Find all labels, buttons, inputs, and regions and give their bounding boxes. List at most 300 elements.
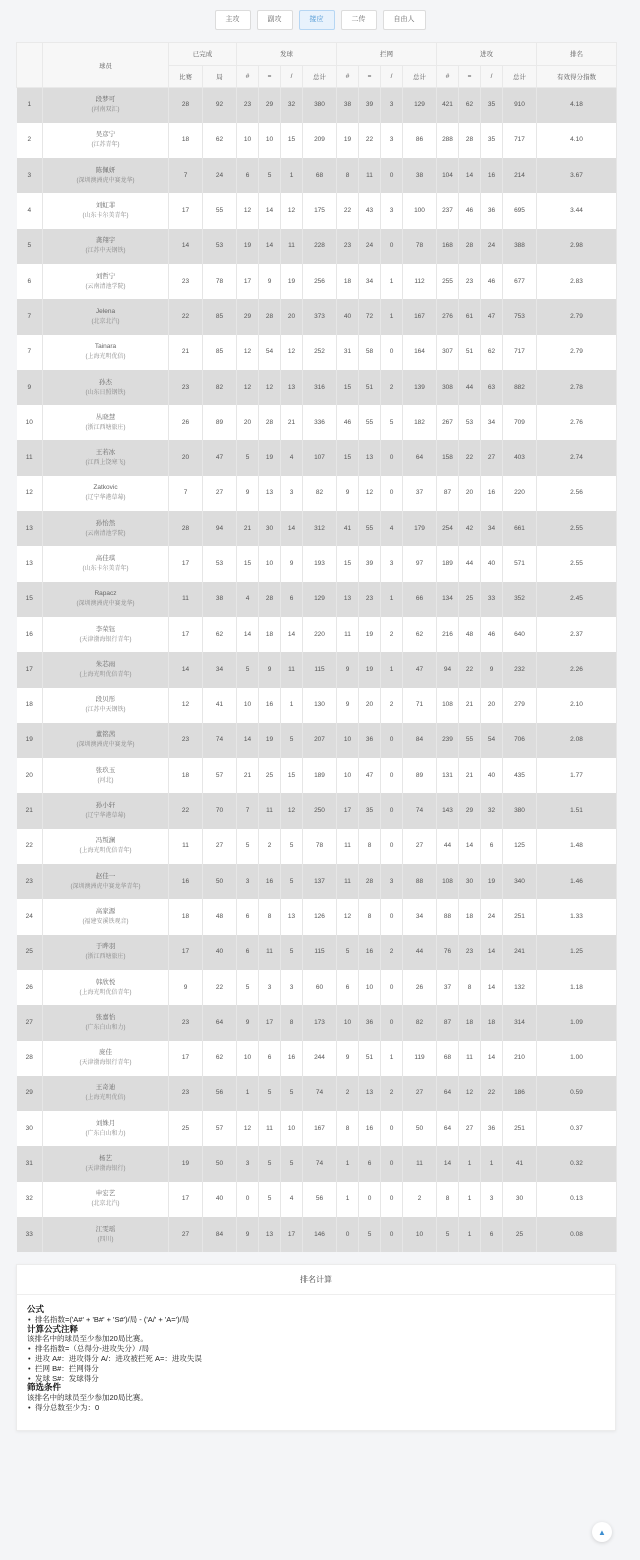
serve-error-cell: 12 [259, 370, 281, 405]
sets-cell: 34 [203, 652, 237, 687]
player-name: 朱芯雨 [95, 660, 116, 668]
serve-point-cell: 19 [237, 229, 259, 264]
block-total-cell: 100 [403, 193, 437, 228]
filter-list [27, 1403, 605, 1413]
serve-slash-cell: 32 [281, 88, 303, 123]
index-cell: 2.98 [537, 229, 617, 264]
player-team: (江苏中天钢铁) [85, 707, 126, 714]
serve-error-cell: 19 [259, 723, 281, 758]
header-player: 球员 [43, 43, 169, 88]
tab-setter[interactable]: 二传 [341, 10, 377, 30]
block-error-cell: 55 [359, 511, 381, 546]
matches-cell: 19 [169, 1146, 203, 1181]
table-row [17, 793, 617, 828]
player-name: 韩欣悦 [95, 978, 116, 986]
sets-cell: 40 [203, 935, 237, 970]
attack-blocked-cell: 34 [481, 511, 503, 546]
attack-total-cell: 25 [503, 1217, 537, 1252]
attack-blocked-cell: 16 [481, 476, 503, 511]
serve-error-cell: 10 [259, 123, 281, 158]
player-cell [43, 582, 169, 617]
serve-total-cell: 312 [303, 511, 337, 546]
block-slash-cell: 1 [381, 652, 403, 687]
attack-point-cell: 168 [437, 229, 459, 264]
player-team: (上海光明优倍青年) [79, 989, 132, 996]
player-name: 杨艺 [99, 1155, 112, 1163]
block-total-cell: 97 [403, 546, 437, 581]
block-slash-cell: 0 [381, 970, 403, 1005]
sets-cell: 27 [203, 476, 237, 511]
block-error-cell: 12 [359, 476, 381, 511]
rank-cell: 7 [17, 299, 43, 334]
matches-cell: 28 [169, 88, 203, 123]
attack-total-cell: 210 [503, 1041, 537, 1076]
player-team: (深圳澳洲虎中赛龙华) [76, 601, 135, 608]
table-row [17, 123, 617, 158]
matches-cell: 17 [169, 193, 203, 228]
serve-slash-cell: 1 [281, 158, 303, 193]
attack-error-cell: 1 [459, 1217, 481, 1252]
block-error-cell: 58 [359, 335, 381, 370]
block-point-cell: 46 [337, 405, 359, 440]
index-cell: 0.59 [537, 1076, 617, 1111]
attack-point-cell: 104 [437, 158, 459, 193]
serve-error-cell: 5 [259, 158, 281, 193]
block-total-cell: 89 [403, 758, 437, 793]
attack-total-cell: 640 [503, 617, 537, 652]
notes-item: • 排名指数=（总得分-进攻失分）/局 [27, 1344, 605, 1354]
sets-cell: 41 [203, 688, 237, 723]
header-rank-blank [17, 43, 43, 88]
block-total-cell: 74 [403, 793, 437, 828]
serve-error-cell: 11 [259, 1111, 281, 1146]
player-name: 江雯瑶 [95, 1225, 116, 1233]
subheader-attack-error: = [459, 65, 481, 88]
block-point-cell: 15 [337, 370, 359, 405]
serve-point-cell: 6 [237, 158, 259, 193]
block-error-cell: 13 [359, 440, 381, 475]
block-point-cell: 2 [337, 1076, 359, 1111]
notes-list [27, 1344, 605, 1383]
serve-error-cell: 29 [259, 88, 281, 123]
attack-total-cell: 910 [503, 88, 537, 123]
index-cell: 2.08 [537, 723, 617, 758]
attack-total-cell: 882 [503, 370, 537, 405]
player-team: (北京北汽) [91, 318, 120, 325]
player-cell [43, 370, 169, 405]
serve-total-cell: 146 [303, 1217, 337, 1252]
player-team: (山东卡尔美青年) [82, 213, 129, 220]
serve-total-cell: 336 [303, 405, 337, 440]
serve-point-cell: 14 [237, 723, 259, 758]
serve-total-cell: 250 [303, 793, 337, 828]
serve-total-cell: 167 [303, 1111, 337, 1146]
block-error-cell: 55 [359, 405, 381, 440]
block-point-cell: 6 [337, 970, 359, 1005]
block-error-cell: 47 [359, 758, 381, 793]
player-cell [43, 1217, 169, 1252]
attack-error-cell: 14 [459, 829, 481, 864]
attack-point-cell: 87 [437, 1005, 459, 1040]
sets-cell: 22 [203, 970, 237, 1005]
player-cell [43, 829, 169, 864]
block-slash-cell: 0 [381, 723, 403, 758]
block-error-cell: 16 [359, 1111, 381, 1146]
matches-cell: 17 [169, 1041, 203, 1076]
serve-point-cell: 9 [237, 1005, 259, 1040]
attack-error-cell: 62 [459, 88, 481, 123]
attack-blocked-cell: 47 [481, 299, 503, 334]
notes-intro: 该排名中的球员至少参加20局比赛。 [27, 1334, 148, 1344]
sets-cell: 62 [203, 1041, 237, 1076]
player-team: (深圳澳洲虎中赛龙华) [76, 177, 135, 184]
serve-point-cell: 7 [237, 793, 259, 828]
attack-total-cell: 279 [503, 688, 537, 723]
player-name: 于晔羽 [95, 943, 116, 951]
serve-point-cell: 3 [237, 1146, 259, 1181]
notes-item: • 发球 S#：发球得分 [27, 1374, 605, 1384]
player-cell [43, 1005, 169, 1040]
block-total-cell: 119 [403, 1041, 437, 1076]
rank-cell: 23 [17, 864, 43, 899]
subheader-serve-slash: / [281, 65, 303, 88]
attack-blocked-cell: 35 [481, 88, 503, 123]
player-name: 孙杰 [99, 378, 112, 386]
sets-cell: 47 [203, 440, 237, 475]
attack-blocked-cell: 40 [481, 546, 503, 581]
player-cell [43, 264, 169, 299]
block-error-cell: 51 [359, 370, 381, 405]
serve-slash-cell: 9 [281, 546, 303, 581]
rank-cell: 31 [17, 1146, 43, 1181]
block-point-cell: 1 [337, 1146, 359, 1181]
attack-blocked-cell: 62 [481, 335, 503, 370]
attack-error-cell: 51 [459, 335, 481, 370]
serve-total-cell: 244 [303, 1041, 337, 1076]
attack-point-cell: 68 [437, 1041, 459, 1076]
block-total-cell: 62 [403, 617, 437, 652]
calc-title: 排名计算 [17, 1265, 615, 1295]
rank-cell: 13 [17, 511, 43, 546]
tab-libero[interactable]: 自由人 [383, 10, 426, 30]
attack-blocked-cell: 27 [481, 440, 503, 475]
table-row [17, 1076, 617, 1111]
block-error-cell: 51 [359, 1041, 381, 1076]
matches-cell: 27 [169, 1217, 203, 1252]
block-error-cell: 19 [359, 617, 381, 652]
sets-cell: 85 [203, 335, 237, 370]
serve-point-cell: 9 [237, 1217, 259, 1252]
attack-error-cell: 20 [459, 476, 481, 511]
index-cell: 2.83 [537, 264, 617, 299]
attack-blocked-cell: 36 [481, 1111, 503, 1146]
attack-total-cell: 314 [503, 1005, 537, 1040]
rank-cell: 17 [17, 652, 43, 687]
attack-point-cell: 44 [437, 829, 459, 864]
block-slash-cell: 3 [381, 864, 403, 899]
serve-slash-cell: 12 [281, 335, 303, 370]
attack-error-cell: 42 [459, 511, 481, 546]
attack-point-cell: 255 [437, 264, 459, 299]
serve-point-cell: 12 [237, 370, 259, 405]
notes-item: • 拦网 B#：拦网得分 [27, 1364, 605, 1374]
block-slash-cell: 3 [381, 546, 403, 581]
serve-total-cell: 115 [303, 652, 337, 687]
attack-point-cell: 88 [437, 899, 459, 934]
serve-error-cell: 11 [259, 935, 281, 970]
matches-cell: 14 [169, 229, 203, 264]
index-cell: 2.10 [537, 688, 617, 723]
serve-point-cell: 23 [237, 88, 259, 123]
attack-point-cell: 254 [437, 511, 459, 546]
attack-error-cell: 55 [459, 723, 481, 758]
attack-total-cell: 717 [503, 123, 537, 158]
attack-blocked-cell: 46 [481, 617, 503, 652]
header-rank: 排名 [537, 43, 617, 66]
index-cell: 1.00 [537, 1041, 617, 1076]
player-team: (河南双汇) [91, 107, 120, 114]
block-error-cell: 36 [359, 1005, 381, 1040]
block-point-cell: 31 [337, 335, 359, 370]
block-error-cell: 24 [359, 229, 381, 264]
serve-point-cell: 12 [237, 335, 259, 370]
matches-cell: 9 [169, 970, 203, 1005]
arrow-up-icon: ▲ [598, 1527, 606, 1537]
attack-error-cell: 46 [459, 193, 481, 228]
table-row [17, 1217, 617, 1252]
sets-cell: 40 [203, 1182, 237, 1217]
matches-cell: 16 [169, 864, 203, 899]
rank-cell: 3 [17, 158, 43, 193]
attack-point-cell: 237 [437, 193, 459, 228]
serve-slash-cell: 14 [281, 511, 303, 546]
serve-error-cell: 28 [259, 299, 281, 334]
block-point-cell: 11 [337, 617, 359, 652]
serve-error-cell: 16 [259, 864, 281, 899]
block-error-cell: 20 [359, 688, 381, 723]
player-name: Jelena [95, 307, 116, 315]
player-cell [43, 88, 169, 123]
serve-slash-cell: 5 [281, 723, 303, 758]
block-slash-cell: 0 [381, 1111, 403, 1146]
block-total-cell: 27 [403, 1076, 437, 1111]
table-row [17, 1111, 617, 1146]
block-total-cell: 47 [403, 652, 437, 687]
serve-error-cell: 28 [259, 582, 281, 617]
block-error-cell: 19 [359, 652, 381, 687]
block-total-cell: 129 [403, 88, 437, 123]
attack-total-cell: 753 [503, 299, 537, 334]
sets-cell: 78 [203, 264, 237, 299]
attack-blocked-cell: 9 [481, 652, 503, 687]
player-cell [43, 158, 169, 193]
serve-slash-cell: 13 [281, 899, 303, 934]
index-cell: 1.09 [537, 1005, 617, 1040]
block-point-cell: 9 [337, 476, 359, 511]
serve-error-cell: 11 [259, 793, 281, 828]
serve-error-cell: 9 [259, 264, 281, 299]
subheader-block-point: # [337, 65, 359, 88]
block-error-cell: 13 [359, 1076, 381, 1111]
serve-slash-cell: 12 [281, 193, 303, 228]
tab-outside-hitter[interactable]: 主攻 [215, 10, 251, 30]
attack-blocked-cell: 18 [481, 1005, 503, 1040]
position-tabs [0, 10, 640, 30]
block-total-cell: 26 [403, 970, 437, 1005]
serve-total-cell: 130 [303, 688, 337, 723]
serve-point-cell: 3 [237, 864, 259, 899]
matches-cell: 17 [169, 1182, 203, 1217]
header-attack: 进攻 [437, 43, 537, 66]
attack-blocked-cell: 46 [481, 264, 503, 299]
block-point-cell: 15 [337, 546, 359, 581]
serve-total-cell: 74 [303, 1146, 337, 1181]
attack-blocked-cell: 40 [481, 758, 503, 793]
block-total-cell: 10 [403, 1217, 437, 1252]
player-cell [43, 440, 169, 475]
sets-cell: 92 [203, 88, 237, 123]
block-error-cell: 36 [359, 723, 381, 758]
index-cell: 0.08 [537, 1217, 617, 1252]
player-name: 高佳琪 [95, 555, 116, 562]
index-cell: 2.78 [537, 370, 617, 405]
serve-point-cell: 10 [237, 1041, 259, 1076]
matches-cell: 22 [169, 793, 203, 828]
back-to-top-button[interactable] [592, 1522, 612, 1542]
attack-point-cell: 216 [437, 617, 459, 652]
rank-cell: 30 [17, 1111, 43, 1146]
index-cell: 0.13 [537, 1182, 617, 1217]
rank-cell: 32 [17, 1182, 43, 1217]
tab-opposite[interactable]: 接应 [299, 10, 335, 30]
attack-point-cell: 158 [437, 440, 459, 475]
player-name: 李荣钰 [95, 625, 116, 633]
matches-cell: 21 [169, 335, 203, 370]
table-row [17, 970, 617, 1005]
subheader-block-total: 总计 [403, 65, 437, 88]
matches-cell: 20 [169, 440, 203, 475]
serve-error-cell: 5 [259, 1076, 281, 1111]
table-row [17, 1005, 617, 1040]
attack-blocked-cell: 19 [481, 864, 503, 899]
matches-cell: 17 [169, 935, 203, 970]
player-name: 孙小轩 [95, 802, 116, 810]
index-cell: 3.44 [537, 193, 617, 228]
block-point-cell: 12 [337, 899, 359, 934]
block-total-cell: 66 [403, 582, 437, 617]
formula-list [27, 1315, 605, 1325]
matches-cell: 18 [169, 123, 203, 158]
serve-slash-cell: 5 [281, 935, 303, 970]
player-team: (辽宁华港草莓) [85, 813, 126, 820]
matches-cell: 11 [169, 582, 203, 617]
rank-cell: 20 [17, 758, 43, 793]
serve-total-cell: 60 [303, 970, 337, 1005]
attack-error-cell: 22 [459, 440, 481, 475]
block-point-cell: 5 [337, 935, 359, 970]
player-name: 孙怡然 [95, 519, 116, 527]
block-point-cell: 9 [337, 652, 359, 687]
index-cell: 1.25 [537, 935, 617, 970]
player-team: (深圳澳洲虎中赛龙华) [76, 742, 135, 749]
sets-cell: 50 [203, 1146, 237, 1181]
block-point-cell: 11 [337, 829, 359, 864]
subheader-sets: 局 [203, 65, 237, 88]
block-slash-cell: 2 [381, 370, 403, 405]
player-cell [43, 793, 169, 828]
table-row [17, 229, 617, 264]
tab-middle-blocker[interactable]: 副攻 [257, 10, 293, 30]
player-cell [43, 476, 169, 511]
attack-blocked-cell: 63 [481, 370, 503, 405]
subheader-attack-total: 总计 [503, 65, 537, 88]
rank-cell: 12 [17, 476, 43, 511]
block-point-cell: 23 [337, 229, 359, 264]
player-name: 张玖玉 [95, 766, 116, 774]
block-error-cell: 34 [359, 264, 381, 299]
attack-point-cell: 5 [437, 1217, 459, 1252]
block-slash-cell: 2 [381, 617, 403, 652]
attack-blocked-cell: 33 [481, 582, 503, 617]
player-team: (天津渤海银行青年) [79, 1060, 132, 1067]
serve-slash-cell: 5 [281, 864, 303, 899]
block-slash-cell: 0 [381, 476, 403, 511]
serve-point-cell: 29 [237, 299, 259, 334]
table-row [17, 405, 617, 440]
attack-total-cell: 695 [503, 193, 537, 228]
block-point-cell: 10 [337, 723, 359, 758]
block-slash-cell: 0 [381, 158, 403, 193]
index-cell: 3.67 [537, 158, 617, 193]
attack-error-cell: 22 [459, 652, 481, 687]
player-name: 冯叛澜 [95, 837, 116, 845]
serve-point-cell: 21 [237, 511, 259, 546]
player-name: 刘虹菲 [95, 202, 116, 210]
table-row [17, 1146, 617, 1181]
attack-error-cell: 18 [459, 899, 481, 934]
serve-total-cell: 115 [303, 935, 337, 970]
sets-cell: 57 [203, 1111, 237, 1146]
rank-cell: 22 [17, 829, 43, 864]
serve-point-cell: 15 [237, 546, 259, 581]
serve-slash-cell: 1 [281, 688, 303, 723]
serve-point-cell: 5 [237, 829, 259, 864]
player-team: (云南清池学院) [85, 530, 126, 537]
player-name: Zatkovic [93, 484, 118, 492]
serve-error-cell: 17 [259, 1005, 281, 1040]
attack-total-cell: 661 [503, 511, 537, 546]
index-cell: 1.46 [537, 864, 617, 899]
rank-cell: 19 [17, 723, 43, 758]
block-point-cell: 1 [337, 1182, 359, 1217]
header-completed: 已完成 [169, 43, 237, 66]
player-team: (江苏青年) [91, 142, 120, 149]
block-total-cell: 88 [403, 864, 437, 899]
attack-total-cell: 706 [503, 723, 537, 758]
attack-blocked-cell: 24 [481, 229, 503, 264]
attack-total-cell: 677 [503, 264, 537, 299]
attack-error-cell: 1 [459, 1182, 481, 1217]
block-slash-cell: 0 [381, 1005, 403, 1040]
attack-total-cell: 717 [503, 335, 537, 370]
block-point-cell: 9 [337, 688, 359, 723]
block-slash-cell: 0 [381, 1217, 403, 1252]
serve-total-cell: 137 [303, 864, 337, 899]
player-team: (天津渤海银行青年) [79, 636, 132, 643]
block-error-cell: 35 [359, 793, 381, 828]
table-row [17, 264, 617, 299]
serve-error-cell: 28 [259, 405, 281, 440]
